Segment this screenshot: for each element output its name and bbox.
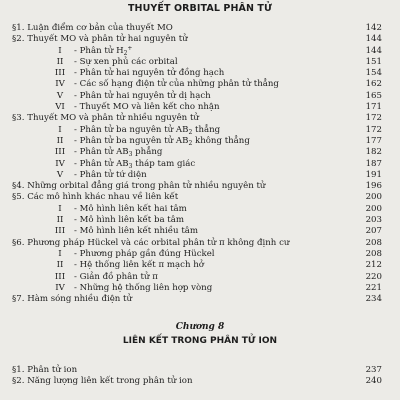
toc-entry-title: - Thuyết MO và liên kết cho nhận xyxy=(74,102,220,113)
toc-entry-title: §2. Thuyết MO và phân tử hai nguyên tử xyxy=(12,34,188,45)
toc-subsection-row xyxy=(0,68,400,79)
toc-roman-numeral: VI xyxy=(55,102,65,113)
toc-page-number: 200 xyxy=(365,203,382,214)
toc-page-number: 165 xyxy=(365,90,382,101)
toc-section-row xyxy=(0,23,400,34)
toc-section-row xyxy=(0,192,400,203)
toc-roman-numeral: II xyxy=(56,215,64,226)
toc-entry-title: - Phân tử $AB_3$ tháp tam giác xyxy=(74,158,196,170)
toc-page-number: 142 xyxy=(365,23,382,33)
toc-roman-numeral: III xyxy=(54,226,66,237)
toc-page-number: 191 xyxy=(365,169,382,180)
toc-subsection-row xyxy=(0,204,400,215)
toc-entry-title: - Những hệ thống liên hợp vòng xyxy=(74,282,213,293)
toc-entry-title: - Phương pháp gần đúng Hückel xyxy=(74,248,215,259)
toc-page-number: 144 xyxy=(365,34,382,45)
toc-subsection-row xyxy=(0,147,400,158)
toc-page-number: 171 xyxy=(365,102,382,113)
toc-subsection-row xyxy=(0,272,400,283)
chapter-title: LIÊN KẾT TRONG PHÂN TỬ ION xyxy=(122,336,278,346)
toc-entry-title: §7. Hàm sóng nhiều điện tử xyxy=(12,294,133,305)
toc-section-row xyxy=(0,181,400,192)
running-header: THUYẾT ORBITAL PHÂN TỬ xyxy=(127,3,273,14)
toc-page-number: 221 xyxy=(365,282,382,293)
toc-subsection-row xyxy=(0,79,400,90)
toc-page-number: 177 xyxy=(365,135,382,146)
toc-page-number: 240 xyxy=(365,376,382,387)
toc-entry-title: - Mô hình liên kết ba tâm xyxy=(74,215,185,226)
toc-entry-title: - Phân tử tứ diện xyxy=(74,169,147,180)
toc-subsection-row xyxy=(0,226,400,237)
toc-entry-title: - Phân tử hai nguyên tử dị hạch xyxy=(74,90,211,101)
toc-roman-numeral: II xyxy=(56,135,64,146)
toc-entry-title: - Các số hạng điện tử của những phân tử thẳng xyxy=(74,79,279,90)
toc-roman-numeral: IV xyxy=(55,158,65,169)
toc-entry-title: - Phân tử ba nguyên tử $AB_2$ không thẳng xyxy=(74,135,250,147)
toc-roman-numeral: V xyxy=(56,169,64,180)
chapter-label: Chương 8 xyxy=(175,322,225,332)
toc-page-number: 182 xyxy=(365,147,382,158)
toc-roman-numeral: II xyxy=(56,56,64,67)
toc-subsection-row xyxy=(0,102,400,113)
toc-roman-numeral: III xyxy=(54,68,66,79)
toc-entry-title: - Sự xen phủ các orbital xyxy=(74,56,178,67)
toc-entry-title: - Phân tử $H_2^+$ xyxy=(74,44,133,57)
toc-page-number: 200 xyxy=(365,192,382,203)
toc-page-number: 208 xyxy=(365,248,382,259)
toc-entry-title: - Mô hình liên kết nhiều tâm xyxy=(74,226,199,237)
toc-section-row xyxy=(0,365,400,376)
toc-roman-numeral: III xyxy=(54,147,66,158)
toc-roman-numeral: I xyxy=(58,248,62,259)
toc-page-number: 237 xyxy=(365,365,382,375)
toc-entry-title: - Phân tử $AB_3$ phẳng xyxy=(74,147,163,159)
toc-section-row xyxy=(0,34,400,45)
toc-list xyxy=(0,23,400,305)
toc-entry-title: §1. Phân tử ion xyxy=(12,365,78,375)
toc-page-number: 207 xyxy=(365,226,382,237)
toc-subsection-row xyxy=(0,260,400,271)
toc-roman-numeral: I xyxy=(58,124,62,135)
toc-roman-numeral: II xyxy=(56,260,64,271)
toc-subsection-row xyxy=(0,136,400,147)
toc-subsection-row xyxy=(0,170,400,181)
toc-page-number: 162 xyxy=(365,79,382,90)
toc-list-chapter-8 xyxy=(0,365,400,388)
toc-roman-numeral: IV xyxy=(55,79,65,90)
toc-entry-title: - Phân tử hai nguyên tử đồng hạch xyxy=(74,68,225,79)
toc-page-number: 196 xyxy=(365,181,382,192)
toc-entry-title: - Mô hình liên kết hai tâm xyxy=(74,203,187,214)
toc-page-number: 208 xyxy=(365,237,382,248)
toc-subsection-row xyxy=(0,46,400,57)
toc-entry-title: §5. Các mô hình khác nhau về liên kết xyxy=(12,192,179,203)
toc-section-row xyxy=(0,294,400,305)
toc-roman-numeral: IV xyxy=(55,282,65,293)
toc-page-number: 154 xyxy=(365,68,382,79)
toc-subsection-row xyxy=(0,215,400,226)
toc-subsection-row xyxy=(0,159,400,170)
toc-section-row xyxy=(0,376,400,387)
toc-subsection-row xyxy=(0,125,400,136)
toc-page-number: 151 xyxy=(365,56,382,67)
toc-roman-numeral: III xyxy=(54,271,66,282)
toc-entry-title: §3. Thuyết MO và phân tử nhiều nguyên tử xyxy=(12,113,199,124)
toc-entry-title: §4. Những orbital đẳng giá trong phân tử nhiều nguyên tử xyxy=(12,181,266,192)
toc-entry-title: §2. Năng lượng liên kết trong phân tử ion xyxy=(12,376,193,387)
toc-entry-title: - Giản đồ phân tử π xyxy=(74,271,158,282)
toc-entry-title: - Phân tử ba nguyên tử $AB_2$ thẳng xyxy=(74,124,221,136)
toc-page-number: 212 xyxy=(365,260,382,271)
toc-subsection-row xyxy=(0,249,400,260)
toc-roman-numeral: I xyxy=(58,45,62,56)
toc-entry-title: - Hệ thống liên kết π mạch hở xyxy=(74,260,204,271)
toc-subsection-row xyxy=(0,57,400,68)
toc-entry-title: §6. Phương pháp Hückel và các orbital phân tử π không định cư xyxy=(12,237,290,248)
toc-page-number: 172 xyxy=(365,124,382,135)
toc-page-number: 172 xyxy=(365,113,382,124)
toc-page-number: 203 xyxy=(365,215,382,226)
toc-page-number: 144 xyxy=(365,45,382,56)
toc-roman-numeral: V xyxy=(56,90,64,101)
toc-section-row xyxy=(0,238,400,249)
toc-subsection-row xyxy=(0,91,400,102)
toc-page-number: 220 xyxy=(365,271,382,282)
toc-page-number: 234 xyxy=(365,294,382,305)
toc-page-number: 187 xyxy=(365,158,382,169)
toc-roman-numeral: I xyxy=(58,203,62,214)
toc-subsection-row xyxy=(0,283,400,294)
toc-entry-title: §1. Luận điểm cơ bản của thuyết MO xyxy=(12,23,173,33)
toc-section-row xyxy=(0,113,400,124)
